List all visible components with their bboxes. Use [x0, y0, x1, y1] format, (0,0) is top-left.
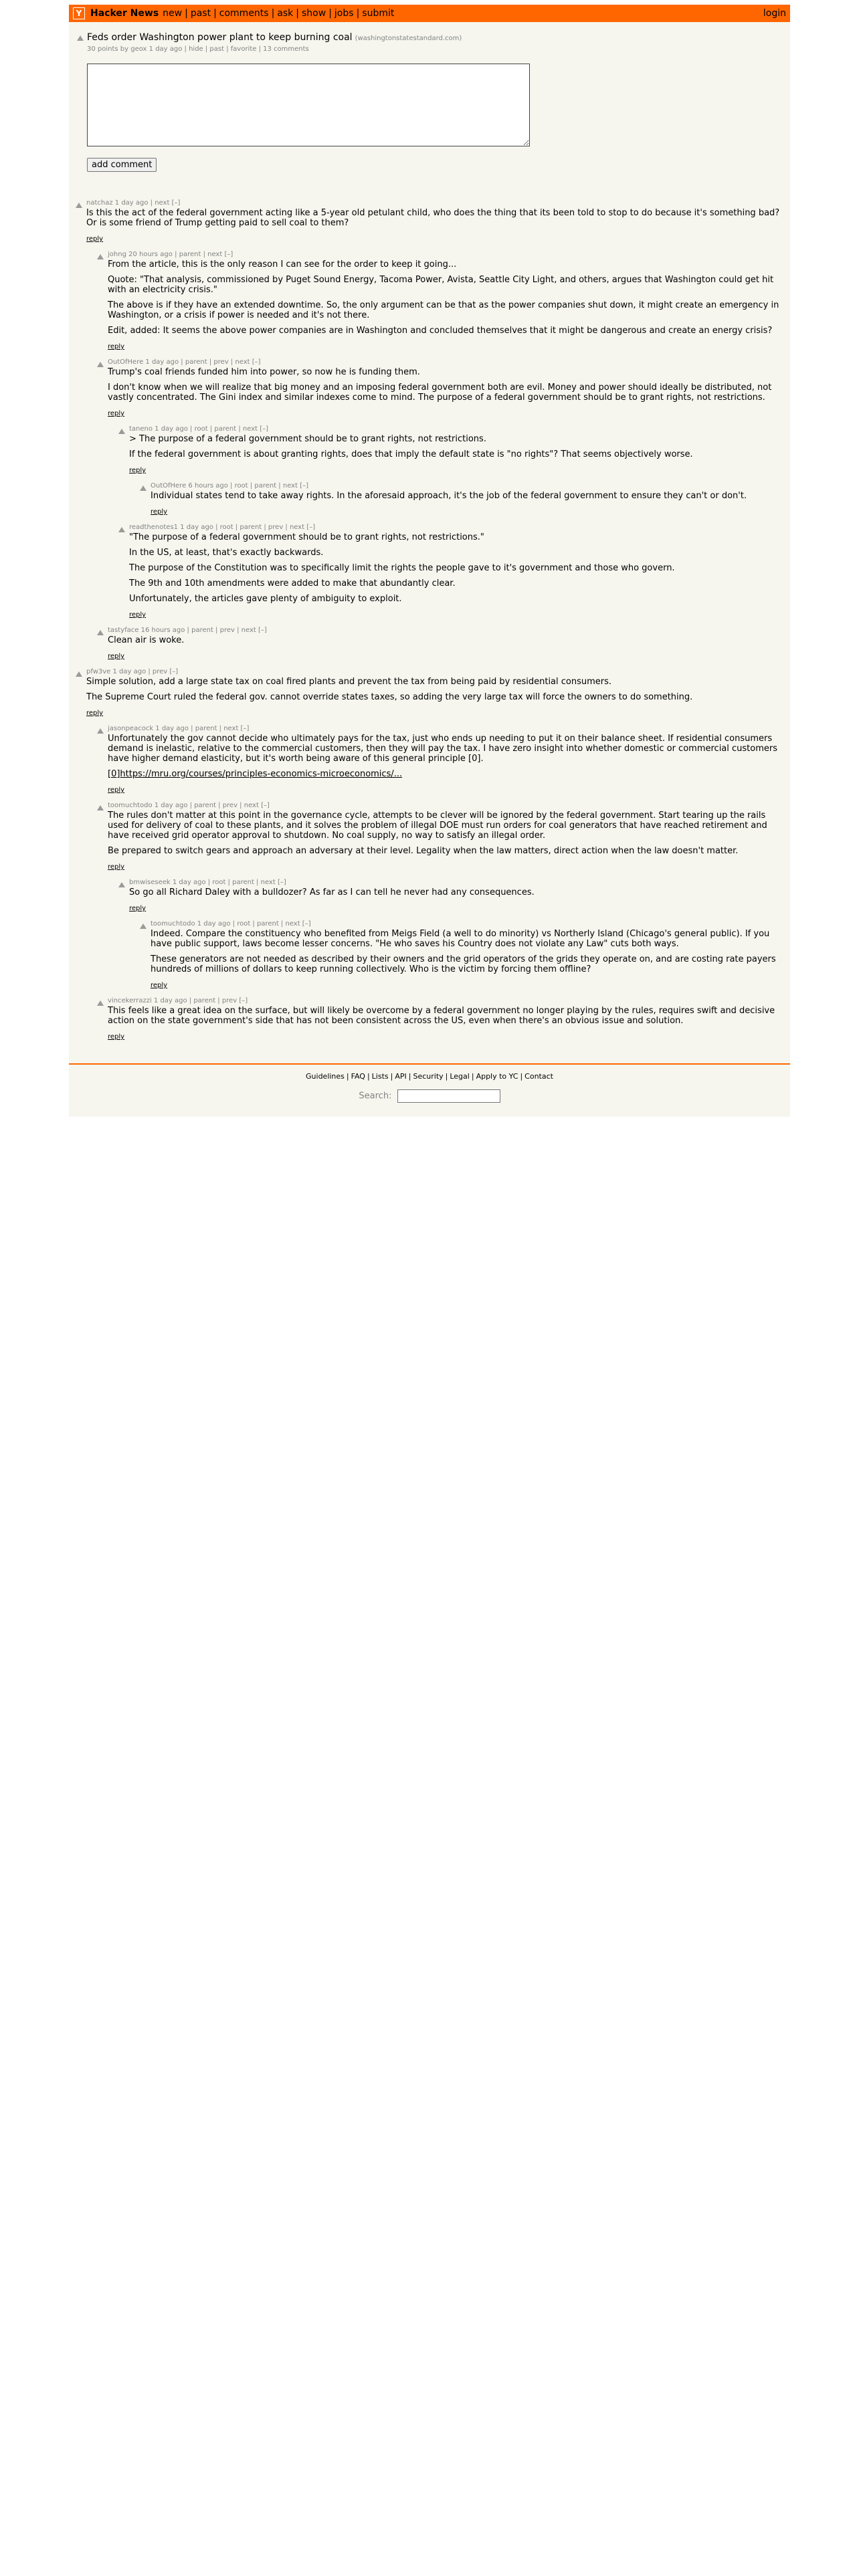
comment-text [86, 208, 787, 228]
login-link[interactable]: login [763, 8, 786, 19]
comment [69, 801, 790, 871]
footer-link-api[interactable]: API [395, 1072, 407, 1081]
story-site[interactable]: (washingtonstatestandard.com) [355, 35, 462, 42]
footer-separator: | [346, 1072, 349, 1081]
upvote-arrow-icon[interactable] [118, 429, 125, 434]
reply-link[interactable]: reply [151, 982, 168, 989]
comment [69, 724, 790, 794]
footer-link-security[interactable]: Security [413, 1072, 444, 1081]
comment-content [108, 996, 787, 1041]
footer-link-faq[interactable]: FAQ [351, 1072, 365, 1081]
nav-link-submit[interactable]: submit [362, 8, 395, 19]
comment-paragraph: If the federal government is about granting rights, does that imply the default state is "no rights"? That seems objectively worse. [129, 449, 693, 459]
comment [69, 523, 790, 619]
reply-link[interactable]: reply [108, 1033, 125, 1041]
reply-link[interactable]: reply [108, 786, 125, 794]
comment [69, 199, 790, 243]
comment-paragraph: So go all Richard Daley with a bulldozer? As far as I can tell he never had any consequences. [129, 887, 535, 897]
nav-separator: | [271, 8, 275, 19]
comment-content [151, 481, 787, 516]
upvote-arrow-icon[interactable] [97, 805, 104, 811]
footer-divider [69, 1063, 790, 1065]
upvote-arrow-icon[interactable] [76, 203, 82, 208]
reply-link[interactable]: reply [108, 343, 125, 350]
nav-separator: | [213, 8, 217, 19]
comment-content [108, 250, 787, 351]
comment-paragraph [108, 769, 787, 779]
comment-text [151, 491, 787, 501]
comment-paragraph: The 9th and 10th amendments were added to make that abundantly clear. [129, 578, 456, 588]
nav-links [163, 8, 394, 19]
comment-paragraph: The purpose of the Constitution was to specifically limit the rights the people gave to it's government and those who govern. [129, 563, 675, 573]
comment [69, 667, 790, 718]
upvote-arrow-icon[interactable] [97, 728, 104, 734]
comment-paragraph: Trump's coal friends funded him into power, so now he is funding them. [108, 367, 420, 377]
comment-paragraph: I don't know when we will realize that big money and an imposing federal government both are evil. Money and power should ideally be distributed, not vastly concentrated. The Gini index and similar indexes come to mind. The purpose of a federal government should be to grant rights, not restrictions. [108, 383, 772, 403]
comment-content [86, 199, 787, 243]
comment-content [129, 425, 787, 475]
comment-content [129, 878, 787, 913]
comment-content [108, 626, 787, 661]
comment-header[interactable]: johng 20 hours ago | parent | next [–] [108, 251, 233, 258]
comment-text [151, 929, 787, 974]
story-title [87, 32, 462, 43]
nav-link-show[interactable]: show [302, 8, 326, 19]
reply-link[interactable]: reply [129, 611, 147, 619]
comment-paragraph: These generators are not needed as described by their owners and the grid operators of the grids they operate on, and are costing rate payers hundreds of millions of dollars to keep running collectively. Who is the victim by forcing them offline? [151, 954, 776, 974]
nav-link-ask[interactable]: ask [277, 8, 294, 19]
footer-links [69, 1072, 790, 1081]
comment-content [108, 358, 787, 418]
story-title-link[interactable]: Feds order Washington power plant to keep burning coal [87, 32, 353, 43]
comment-text [129, 887, 787, 897]
comment-tree [69, 199, 790, 1048]
comment [69, 250, 790, 351]
comment [69, 481, 790, 516]
comment-text [108, 1006, 787, 1026]
comment-paragraph: "The purpose of a federal government should be to grant rights, not restrictions." [129, 532, 484, 542]
nav-link-new[interactable]: new [163, 8, 183, 19]
top-bar [69, 5, 790, 22]
comment-paragraph: Individual states tend to take away rights. In the aforesaid approach, it's the job of the federal government to ensure they can't or don't. [151, 491, 747, 501]
comment-text [129, 434, 787, 459]
footer-link-lists[interactable]: Lists [371, 1072, 389, 1081]
comment-paragraph: Unfortunately the gov cannot decide who ultimately pays for the tax, just who ends up needing to put it on their balance sheet. If residential consumers demand is inelastic, relative to the commercial customers, then they will pay the tax. I have zero insight into whether domestic or commercial customers have higher demand elasticity, but it's worth being aware of this general principle [0]. [108, 734, 778, 764]
comment-paragraph: > The purpose of a federal government should be to grant rights, not restrictions. [129, 434, 486, 444]
footer-link-guidelines[interactable]: Guidelines [306, 1072, 345, 1081]
comment-paragraph: Simple solution, add a large state tax on coal fired plants and prevent the tax from being paid by residential consumers. [86, 677, 612, 687]
reply-link[interactable]: reply [108, 410, 125, 417]
upvote-arrow-icon[interactable] [97, 254, 104, 259]
comment-header[interactable]: toomuchtodo 1 day ago | parent | prev | next [–] [108, 802, 270, 809]
footer-link-legal[interactable]: Legal [450, 1072, 470, 1081]
comment-header[interactable]: tastyface 16 hours ago | parent | prev | next [–] [108, 627, 267, 634]
nav-separator: | [356, 8, 360, 19]
comment-header[interactable]: readthenotes1 1 day ago | root | parent | prev | next [–] [129, 524, 316, 531]
story [69, 22, 790, 53]
reply-link[interactable]: reply [86, 235, 104, 243]
nav-separator: | [185, 8, 188, 19]
comment-paragraph: Be prepared to switch gears and approach an adversary at their level. Legality when the law matters, direct action when the law doesn't matter. [108, 846, 739, 856]
comment-paragraph: From the article, this is the only reason I can see for the order to keep it going... [108, 259, 457, 270]
comment-textarea[interactable] [87, 64, 530, 146]
comment-paragraph: Edit, added: It seems the above power companies are in Washington and concluded themselves that it might be dangerous and create an energy crisis? [108, 326, 773, 336]
comment-paragraph: Is this the act of the federal government acting like a 5-year old petulant child, who does the thing that its been told to stop to do because it's something bad? Or is some friend of Trump getting paid to sell coal to them? [86, 208, 780, 228]
comment-content [151, 920, 787, 990]
upvote-arrow-icon[interactable] [140, 486, 147, 491]
comment-text [108, 811, 787, 856]
footer-link-contact[interactable]: Contact [524, 1072, 553, 1081]
comment-link[interactable]: [0]https://mru.org/courses/principles-economics-microeconomics/... [108, 769, 403, 779]
reply-link[interactable]: reply [151, 508, 168, 516]
comment-header[interactable]: pfw3ve 1 day ago | prev [–] [86, 668, 179, 675]
footer-separator: | [445, 1072, 448, 1081]
site-name-link[interactable]: Hacker News [90, 8, 159, 19]
comment [69, 358, 790, 418]
upvote-arrow-icon[interactable] [118, 527, 125, 532]
comment-text [86, 677, 787, 702]
comment-paragraph: The above is if they have an extended downtime. So, the only argument can be that as the power companies shut down, it might create an emergency in Washington, or a crisis if power is needed and it's not there. [108, 300, 779, 320]
upvote-arrow-icon[interactable] [97, 362, 104, 367]
comment-header[interactable]: toomuchtodo 1 day ago | root | parent | next [–] [151, 920, 311, 928]
story-subtext: 30 points by geox 1 day ago | hide | past | favorite | 13 comments [87, 45, 309, 53]
reply-link[interactable]: reply [129, 467, 147, 474]
comment [69, 878, 790, 913]
comment-paragraph: Unfortunately, the articles gave plenty of ambiguity to exploit. [129, 594, 402, 604]
comment-text [108, 259, 787, 336]
comment-paragraph: In the US, at least, that's exactly backwards. [129, 548, 324, 558]
page-container [69, 5, 790, 1117]
comment [69, 920, 790, 990]
upvote-arrow-icon[interactable] [97, 1000, 104, 1006]
comment-header[interactable]: OutOfHere 6 hours ago | root | parent | next [–] [151, 482, 308, 490]
search-label: Search: [359, 1091, 392, 1101]
comment-header[interactable]: bmwiseseek 1 day ago | root | parent | next [–] [129, 879, 286, 886]
nav-separator: | [328, 8, 332, 19]
reply-link[interactable]: reply [129, 905, 147, 912]
comment-paragraph: The rules don't matter at this point in the governance cycle, attempts to be clever will be ignored by the federal government. Start tearing up the rails used for delivery of coal to these plants, and it solves the problem of illegal DOE must run orders for coal generators that have reached retirement and have received grid operator approval to shutdown. No coal supply, no way to satisfy an illegal order. [108, 811, 767, 841]
comment-paragraph: Clean air is woke. [108, 635, 185, 645]
comment-paragraph: The Supreme Court ruled the federal gov. cannot override states taxes, so adding the very large tax will force the owners to do something. [86, 692, 693, 702]
comment-text [108, 367, 787, 403]
upvote-arrow-icon[interactable] [76, 671, 82, 677]
comment-paragraph: Quote: "That analysis, commissioned by Puget Sound Energy, Tacoma Power, Avista, Seattle City Light, and others, argues that Washington could get hit with an electricity crisis." [108, 275, 774, 295]
comment-header[interactable]: OutOfHere 1 day ago | parent | prev | next [–] [108, 358, 261, 366]
comment [69, 425, 790, 475]
comment-content [108, 724, 787, 794]
add-comment-button[interactable]: add comment [87, 158, 157, 172]
comment-content [86, 667, 787, 718]
comment-header[interactable]: jasonpeacock 1 day ago | parent | next [–] [108, 725, 250, 732]
footer-separator: | [520, 1072, 523, 1081]
comment-text [108, 734, 787, 779]
comment-paragraph: This feels like a great idea on the surface, but will likely be overcome by a federal government no longer playing by the rules, requires swift and decisive action on the state government's side that has not been consistent across the US, even when there's an obvious issue and solution. [108, 1006, 775, 1026]
nav-link-comments[interactable]: comments [219, 8, 269, 19]
comment [69, 626, 790, 661]
reply-link[interactable]: reply [108, 653, 125, 660]
comment-content [129, 523, 787, 619]
y-logo-icon[interactable]: Y [73, 7, 85, 19]
comment-content [108, 801, 787, 871]
footer-separator: | [367, 1072, 370, 1081]
nav-link-jobs[interactable]: jobs [334, 8, 354, 19]
upvote-arrow-icon[interactable] [77, 35, 84, 41]
comment-paragraph: Indeed. Compare the constituency who benefited from Meigs Field (a well to do minority) vs Northerly Island (Chicago's general public). If you have public support, laws become lesser concerns. "He who saves his Country does not violate any Law" cuts both ways. [151, 929, 770, 949]
comment-text [108, 635, 787, 645]
comment-text [129, 532, 787, 604]
search-input[interactable] [397, 1089, 500, 1103]
reply-link[interactable]: reply [86, 710, 104, 717]
comment-header[interactable]: natchaz 1 day ago | next [–] [86, 199, 181, 207]
footer-link-apply-to-yc[interactable]: Apply to YC [476, 1072, 518, 1081]
reply-link[interactable]: reply [108, 863, 125, 871]
upvote-arrow-icon[interactable] [97, 630, 104, 635]
footer-separator: | [408, 1072, 411, 1081]
upvote-arrow-icon[interactable] [140, 924, 147, 929]
footer-separator: | [390, 1072, 393, 1081]
comment [69, 996, 790, 1041]
comment-header[interactable]: vincekerrazzi 1 day ago | parent | prev [–] [108, 997, 248, 1004]
comment-header[interactable]: taneno 1 day ago | root | parent | next [–] [129, 425, 269, 433]
nav-separator: | [296, 8, 300, 19]
footer-search [69, 1089, 790, 1103]
footer-separator: | [471, 1072, 474, 1081]
nav-link-past[interactable]: past [190, 8, 211, 19]
upvote-arrow-icon[interactable] [118, 882, 125, 887]
